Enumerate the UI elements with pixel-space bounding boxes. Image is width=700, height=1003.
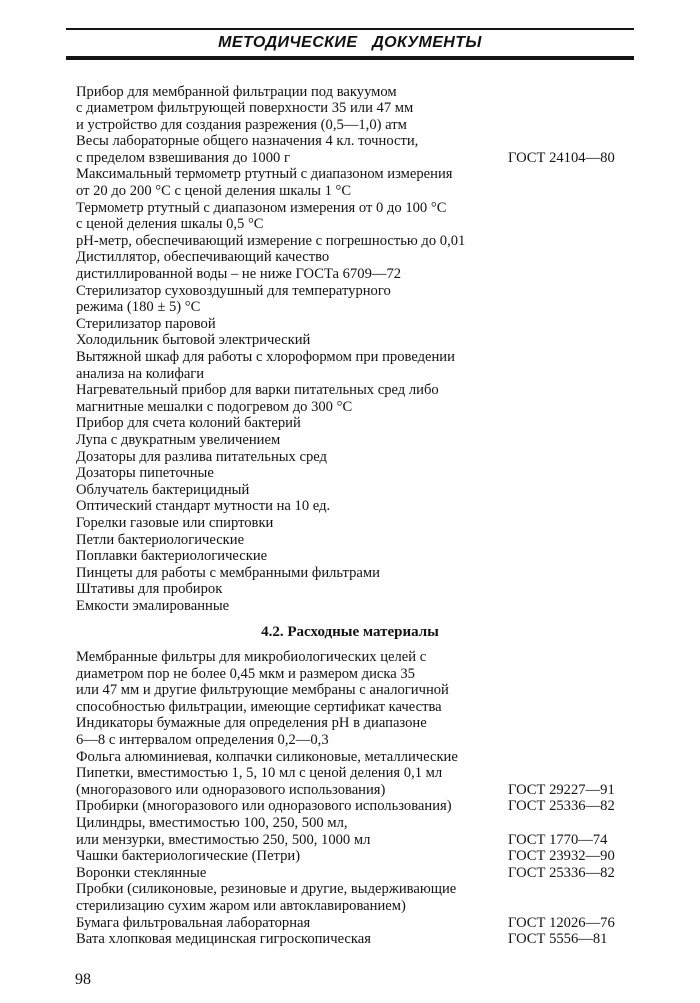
text-line [76,649,690,666]
text-line [76,898,690,915]
line-text: магнитные мешалки с подогревом до 300 °С [76,398,353,415]
text-line [76,183,690,200]
text-line [76,515,690,532]
line-text: Вата хлопковая медицинская гигроскопическая [76,931,371,948]
text-line [76,532,690,549]
header-title: МЕТОДИЧЕСКИЕ ДОКУМЕНТЫ [218,34,482,51]
line-text: диаметром пор не более 0,45 мкм и размером диска 35 [76,665,415,682]
text-line [76,117,690,134]
text-line [76,465,690,482]
text-line [76,133,690,150]
text-line [76,732,690,749]
text-line [76,266,690,283]
line-text: Облучатель бактерицидный [76,481,250,498]
text-line [76,832,690,849]
text-line [76,682,690,699]
line-text: Цилиндры, вместимостью 100, 250, 500 мл, [76,815,348,832]
line-text: Горелки газовые или спиртовки [76,514,274,531]
line-text: Емкости эмалированные [76,597,230,614]
text-line [76,798,690,815]
line-text: Лупа с двукратным увеличением [76,431,281,448]
consumables-list [76,649,690,948]
text-line [76,233,690,250]
gost-reference: ГОСТ 25336—82 [508,798,615,815]
text-line [76,249,690,266]
page-number: 98 [75,971,91,988]
text-line [76,598,690,615]
line-text: Стерилизатор паровой [76,315,216,332]
text-line [76,382,690,399]
line-text: Пинцеты для работы с мембранными фильтрами [76,564,380,581]
line-text: Максимальный термометр ртутный с диапазоном измерения [76,166,453,183]
line-text: Термометр ртутный с диапазоном измерения от 0 до 100 °С [76,199,447,216]
text-line [76,415,690,432]
line-text: Штативы для пробирок [76,581,223,598]
line-text: Воронки стеклянные [76,864,207,881]
line-text: Вытяжной шкаф для работы с хлороформом при проведении [76,349,455,365]
line-text: и устройство для создания разрежения (0,5—1,0) атм [76,116,407,133]
line-text: способностью фильтрации, имеющие сертификат качества [76,698,442,715]
text-line [76,915,690,932]
text-line [76,581,690,598]
text-line [76,150,690,167]
text-line [76,332,690,349]
gost-reference: ГОСТ 12026—76 [508,914,615,931]
line-text: или мензурки, вместимостью 250, 500, 1000 мл [76,831,371,848]
gost-reference: ГОСТ 25336—82 [508,864,615,881]
line-text: Фольга алюминиевая, колпачки силиконовые, металлические [76,748,458,765]
text-line [76,498,690,515]
text-line [76,449,690,466]
text-line [76,848,690,865]
line-text: рН-метр, обеспечивающий измерение с погрешностью до 0,01 [76,232,466,249]
line-text: (многоразового или одноразового использования) [76,781,386,798]
text-line [76,200,690,217]
text-line [76,815,690,832]
equipment-list [76,84,690,615]
line-text: Дистиллятор, обеспечивающий качество [76,249,330,266]
line-text: Дозаторы для разлива питательных сред [76,448,327,465]
line-text: Петли бактериологические [76,531,245,548]
line-text: Чашки бактериологические (Петри) [76,848,301,865]
line-text: с диаметром фильтрующей поверхности 35 или 47 мм [76,100,414,117]
text-line [76,881,690,898]
line-text: 6—8 с интервалом определения 0,2—0,3 [76,732,329,749]
header-rule-bottom [66,56,634,60]
gost-reference: ГОСТ 24104—80 [508,149,615,166]
text-line [76,316,690,333]
text-line [76,699,690,716]
line-text: Бумага фильтровальная лабораторная [76,914,311,931]
text-line [76,931,690,948]
line-text: Мембранные фильтры для микробиологических целей с [76,649,427,666]
line-text: Нагревательный прибор для варки питательных сред либо [76,382,439,399]
line-text: стерилизацию сухим жаром или автоклавированием) [76,898,406,914]
line-text: дистиллированной воды – не ниже ГОСТа 6709—72 [76,266,402,283]
line-text: от 20 до 200 °С с ценой деления шкалы 1 °С [76,183,352,200]
line-text: Весы лабораторные общего назначения 4 кл. точности, [76,133,419,150]
text-line [76,399,690,416]
gost-reference: ГОСТ 29227—91 [508,781,615,798]
line-text: Холодильник бытовой электрический [76,332,311,349]
line-text: Поплавки бактериологические [76,548,268,565]
gost-reference: ГОСТ 23932—90 [508,848,615,865]
text-line [76,715,690,732]
text-line [76,100,690,117]
text-line [76,782,690,799]
text-line [76,666,690,683]
line-text: Пробки (силиконовые, резиновые и другие, выдерживающие [76,881,457,898]
line-text: Прибор для мембранной фильтрации под вакуумом [76,83,397,100]
gost-reference: ГОСТ 1770—74 [508,831,608,848]
line-text: Дозаторы пипеточные [76,465,214,482]
text-line [76,749,690,766]
text-line [76,283,690,300]
text-line [76,299,690,316]
line-text: с ценой деления шкалы 0,5 °С [76,216,264,233]
text-line [76,482,690,499]
text-line [76,216,690,233]
text-line [76,565,690,582]
gost-reference: ГОСТ 5556—81 [508,931,608,948]
text-line [76,548,690,565]
text-line [76,765,690,782]
section-heading: 4.2. Расходные материалы [261,623,439,640]
line-text: Прибор для счета колоний бактерий [76,415,301,432]
line-text: или 47 мм и другие фильтрующие мембраны с аналогичной [76,682,449,699]
line-text: режима (180 ± 5) °С [76,299,201,316]
text-line [76,432,690,449]
text-line [76,366,690,383]
line-text: Оптический стандарт мутности на 10 ед. [76,498,331,515]
text-line [76,166,690,183]
text-line [76,865,690,882]
line-text: Пробирки (многоразового или одноразового использования) [76,798,452,815]
line-text: анализа на колифаги [76,365,205,382]
text-line [76,349,690,366]
line-text: Пипетки, вместимостью 1, 5, 10 мл с ценой деления 0,1 мл [76,765,443,782]
document-body [0,84,700,948]
line-text: с пределом взвешивания до 1000 г [76,149,290,166]
text-line [76,84,690,101]
line-text: Стерилизатор суховоздушный для температурного [76,282,391,299]
line-text: Индикаторы бумажные для определения рН в диапазоне [76,715,427,732]
page-header [66,28,634,60]
